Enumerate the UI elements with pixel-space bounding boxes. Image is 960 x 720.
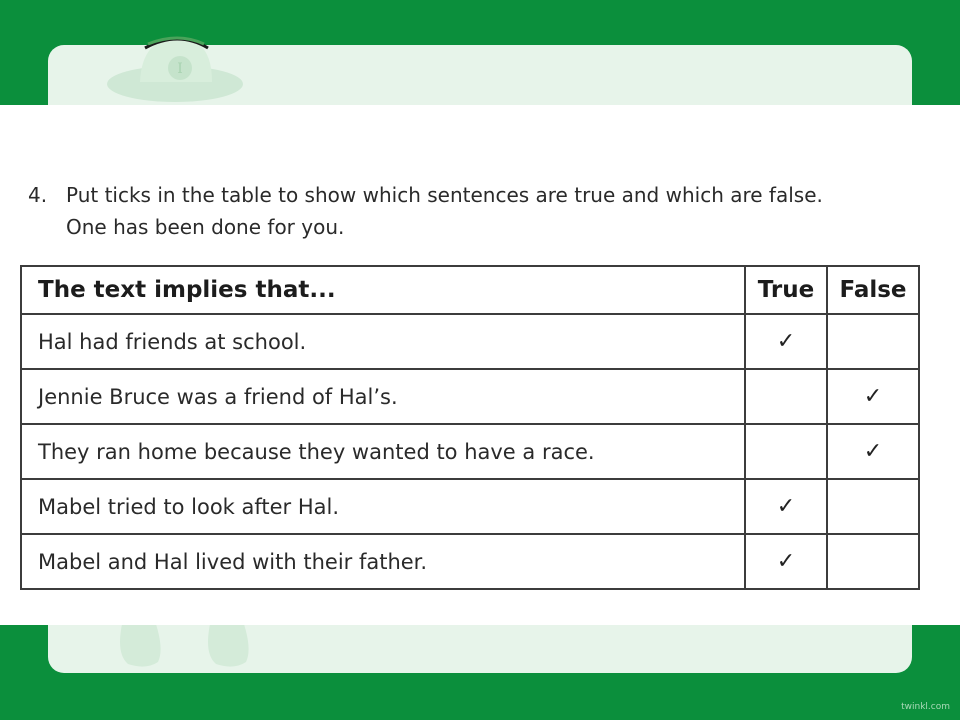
- table-row: [21, 369, 919, 424]
- mascot-hat-icon: [100, 32, 250, 106]
- question-line-2: One has been done for you.: [66, 215, 345, 239]
- true-cell[interactable]: ✓: [745, 479, 827, 534]
- header-false: False: [827, 266, 919, 314]
- question-number: 4.: [28, 183, 48, 207]
- false-cell[interactable]: [827, 479, 919, 534]
- true-cell[interactable]: [745, 369, 827, 424]
- statement-cell: Jennie Bruce was a friend of Hal’s.: [21, 369, 745, 424]
- header-statement: The text implies that...: [21, 266, 745, 314]
- true-cell[interactable]: ✓: [745, 314, 827, 369]
- statement-cell: They ran home because they wanted to have a race.: [21, 424, 745, 479]
- statement-cell: Mabel and Hal lived with their father.: [21, 534, 745, 589]
- true-false-table: [20, 265, 920, 590]
- table-row: [21, 314, 919, 369]
- true-cell[interactable]: ✓: [745, 534, 827, 589]
- false-cell[interactable]: [827, 314, 919, 369]
- statement-cell: Mabel tried to look after Hal.: [21, 479, 745, 534]
- table-row: [21, 534, 919, 589]
- true-cell[interactable]: [745, 424, 827, 479]
- watermark: twinkl.com: [901, 702, 950, 712]
- question: [28, 179, 886, 243]
- false-cell[interactable]: ✓: [827, 424, 919, 479]
- false-cell[interactable]: [827, 534, 919, 589]
- false-cell[interactable]: ✓: [827, 369, 919, 424]
- mascot-feet-icon: [112, 624, 272, 670]
- question-text: [66, 179, 886, 243]
- header-true: True: [745, 266, 827, 314]
- table-row: [21, 479, 919, 534]
- table-row: [21, 424, 919, 479]
- worksheet: [0, 105, 960, 625]
- statement-cell: Hal had friends at school.: [21, 314, 745, 369]
- question-line-1: Put ticks in the table to show which sentences are true and which are false.: [66, 183, 823, 207]
- table-header-row: [21, 266, 919, 314]
- svg-text:I: I: [177, 61, 183, 77]
